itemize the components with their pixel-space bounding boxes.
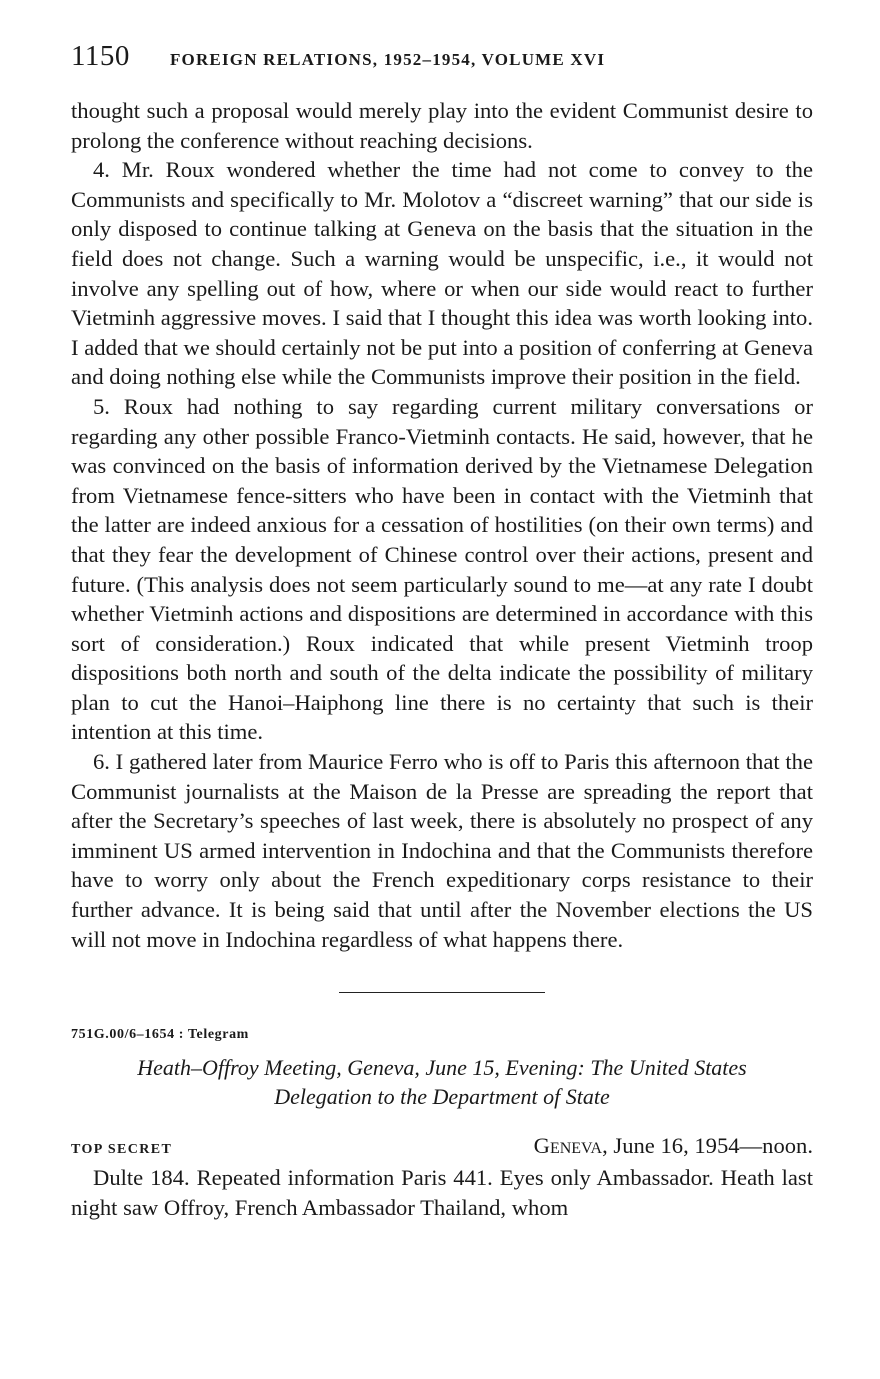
document-title-line-2: Delegation to the Department of State bbox=[274, 1084, 610, 1110]
paragraph-continuation: thought such a proposal would merely play into the evident Communist desire to prolong the conference without reaching decisions. bbox=[71, 98, 813, 153]
section-divider bbox=[339, 992, 545, 993]
running-head bbox=[71, 40, 813, 76]
classification-label: TOP SECRET bbox=[71, 1142, 173, 1158]
place-date bbox=[534, 1133, 813, 1159]
body-text bbox=[71, 96, 813, 954]
paragraph-5: 5. Roux had nothing to say regarding current military conversations or regarding any other possible Franco-Vietminh contacts. He said, however, that he was convinced on the basis of information derived by the Vietnamese Delegation from Vietnamese fence-sitters who have been in contact with the Vietminh that the latter are indeed anxious for a cessation of hostilities (on their own terms) and that they fear the development of Chinese control over their actions, present and future. (This analysis does not seem particularly sound to me—at any rate I doubt whether Vietminh actions and dispositions are determined in accordance with this sort of consideration.) Roux indicated that while present Vietminh troop dispositions both north and south of the delta indicate the possibility of military plan to cut the Hanoi–Haiphong line there is no certainty that such is their intention at this time. bbox=[71, 393, 813, 745]
running-title: FOREIGN RELATIONS, 1952–1954, VOLUME XVI bbox=[169, 50, 606, 69]
paragraph-4: 4. Mr. Roux wondered whether the time had not come to convey to the Communists and specifically to Mr. Molotov a “discreet warning” that our side is only disposed to continue talking at Geneva on the basis that the situation in the field does not change. Such a warning would be unspecific, i.e., it would not involve any spelling out of how, where or when our side would react to further Vietminh aggressive moves. I said that I thought this idea was worth looking into. I added that we should certainly not be put into a position of conferring at Geneva and doing nothing else while the Communists improve their position in the field. bbox=[71, 157, 813, 390]
page-number: 1150 bbox=[71, 40, 130, 72]
dateline bbox=[71, 1133, 813, 1159]
document-page bbox=[71, 40, 813, 1222]
file-reference: 751G.00/6–1654 : Telegram bbox=[71, 1027, 249, 1043]
place: Geneva, bbox=[533, 1133, 608, 1159]
telegram-text bbox=[71, 1163, 813, 1222]
document-title bbox=[71, 1053, 813, 1111]
telegram-paragraph: Dulte 184. Repeated information Paris 441. Eyes only Ambassador. Heath last night saw Offroy, French Ambassador Thailand, whom bbox=[71, 1165, 813, 1220]
date: June 16, 1954—noon. bbox=[607, 1133, 813, 1159]
document-title-line-1: Heath–Offroy Meeting, Geneva, June 15, Evening: The United States bbox=[137, 1055, 747, 1081]
paragraph-6: 6. I gathered later from Maurice Ferro who is off to Paris this afternoon that the Communist journalists at the Maison de la Presse are spreading the report that after the Secretary’s speeches of last week, there is absolutely no prospect of any imminent US armed intervention in Indochina and that the Communists therefore have to worry only about the French expeditionary corps resistance to their further advance. It is being said that until after the November elections the US will not move in Indochina regardless of what happens there. bbox=[71, 749, 813, 952]
